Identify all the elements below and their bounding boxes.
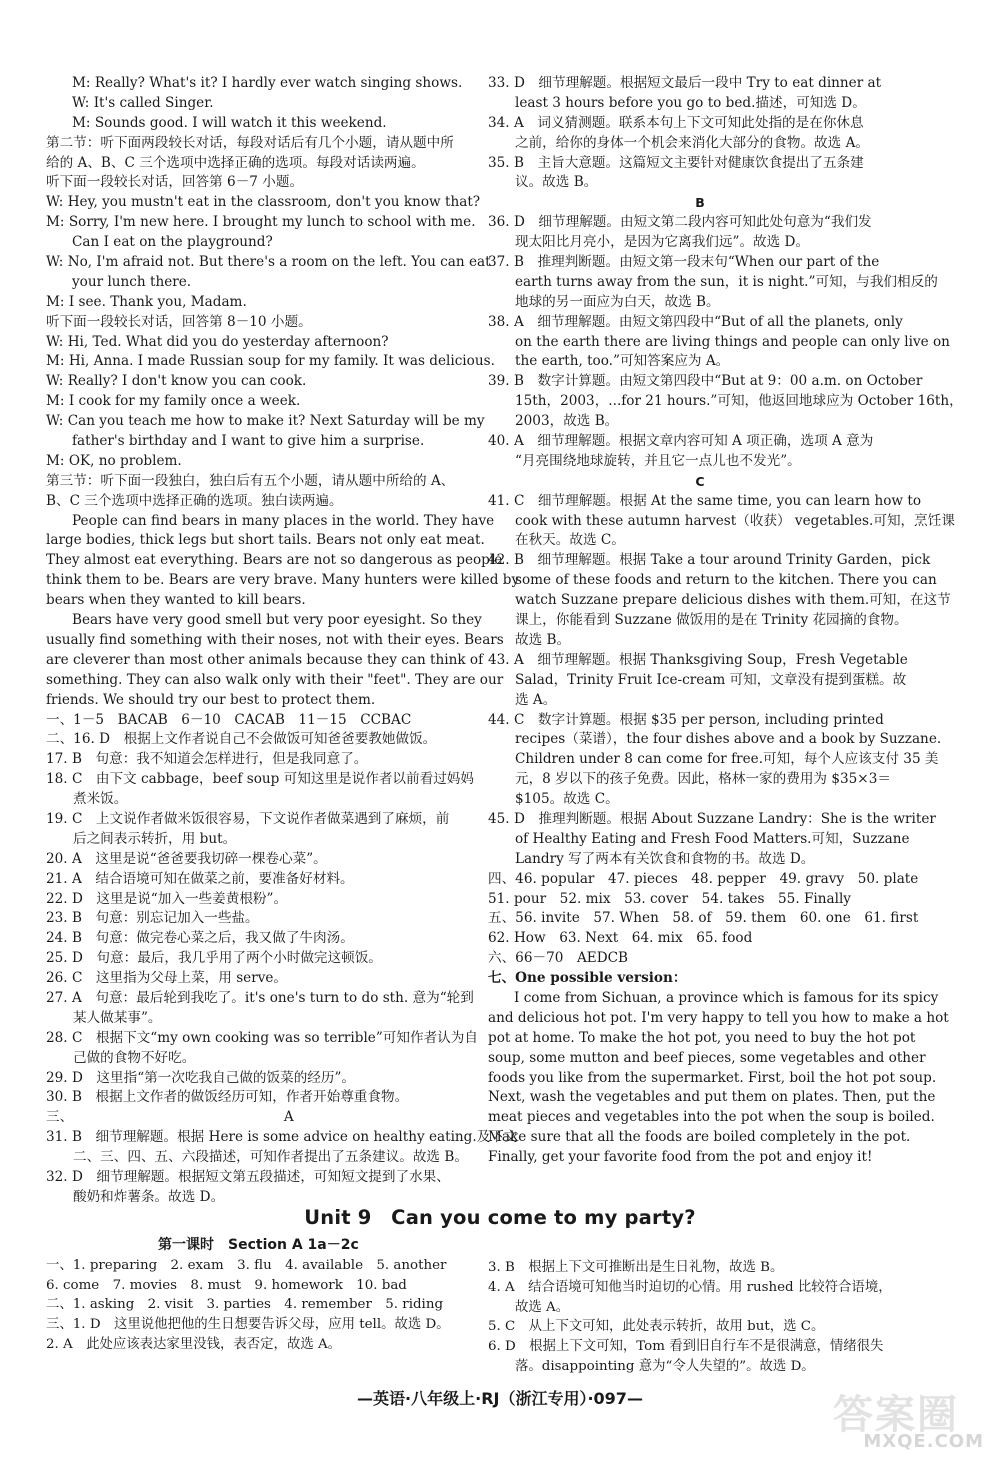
text-line: M: Hi, Anna. I made Russian soup for my family. It was delicious. bbox=[46, 353, 495, 370]
lesson-title: 第一课时 Section A 1a－2c bbox=[158, 1237, 359, 1253]
text-line: and delicious hot pot. I'm very happy to tell you how to make a hot bbox=[488, 1009, 949, 1026]
text-line: 三、1. D 这里说他把他的生日想要告诉父母，应用 tell。故选 D。 bbox=[46, 1317, 450, 1333]
text-line: B bbox=[695, 195, 705, 211]
text-line: large bodies, thick legs but short tails. Bears not only eat meat. bbox=[46, 532, 485, 549]
text-line: 26. C 这里指为父母上菜，用 serve。 bbox=[46, 970, 288, 987]
text-line: W: Hi, Ted. What did you do yesterday afternoon? bbox=[46, 333, 389, 350]
text-line: 43. A 细节理解题。根据 Thanksgiving Soup，Fresh Vegetable bbox=[488, 651, 908, 668]
text-line: M: Really? What's it? I hardly ever watch singing shows. bbox=[72, 75, 463, 91]
text-line: 听下面一段较长对话，回答第 8－10 小题。 bbox=[46, 313, 312, 330]
text-line: Bears have very good smell but very poor eyesight. So they bbox=[72, 612, 482, 629]
text-line: 37. B 推理判断题。由短文第一段末句“When our part of the bbox=[488, 254, 880, 271]
text-line: 41. C 细节理解题。根据 At the same time, you can learn how to bbox=[488, 492, 922, 509]
text-line: 给的 A、B、C 三个选项中选择正确的选项。每段对话读两遍。 bbox=[46, 154, 425, 171]
text-line: 62. How 63. Next 64. mix 65. food bbox=[488, 930, 753, 947]
text-line: Salad，Trinity Fruit Ice-cream 可知，文章没有提到蛋糕。故 bbox=[515, 671, 907, 688]
text-line: 某人做某事”。 bbox=[73, 1009, 162, 1026]
text-line: 之前，给你的身体一个机会来消化大部分的食物。故选 A。 bbox=[515, 134, 869, 151]
text-line: 一、1－5 BACAB 6－10 CACAB 11－15 CCBAC bbox=[46, 711, 412, 728]
text-line: 酸奶和炸薯条。故选 D。 bbox=[73, 1188, 225, 1205]
text-line: 选 A。 bbox=[515, 691, 557, 708]
text-line: 二、三、四、五、六段描述，可知作者提出了五条建议。故选 B。 bbox=[73, 1149, 468, 1166]
text-line: 落。disappointing 意为“令人失望的”。故选 D。 bbox=[515, 1358, 815, 1374]
text-line: 己做的食物不好吃。 bbox=[73, 1049, 196, 1066]
text-line: 一、1. preparing 2. exam 3. flu 4. available 5. another bbox=[46, 1257, 447, 1273]
text-line: friends. We should try our best to protect them. bbox=[46, 691, 376, 708]
text-line: on the earth there are living things and people can only live on bbox=[515, 333, 950, 350]
text-line: 20. A 这里是说“爸爸要我切碎一棵卷心菜”。 bbox=[46, 850, 327, 867]
text-line: think them to be. Bears are very brave. Many hunters were killed by bbox=[46, 572, 520, 589]
text-line: They almost eat everything. Bears are not so dangerous as people bbox=[46, 552, 503, 569]
text-line: 六、66－70 AEDCB bbox=[488, 950, 628, 967]
text-line: 27. A 句意：最后轮到我吃了。it's one's turn to do sth. 意为“轮到 bbox=[46, 989, 474, 1006]
watermark-text: 答案圈 bbox=[833, 1392, 959, 1438]
text-line: 19. C 上文说作者做米饭很容易，下文说作者做菜遇到了麻烦，前 bbox=[46, 810, 450, 827]
text-line: 现太阳比月亮小，是因为它离我们远”。故选 D。 bbox=[515, 234, 810, 251]
text-line: W: Really? I don't know you can cook. bbox=[46, 373, 307, 390]
text-line: 21. A 结合语境可知在做菜之前，要准备好材料。 bbox=[46, 870, 354, 887]
text-line: pot at home. To make the hot pot, you need to buy the hot pot bbox=[488, 1029, 916, 1046]
text-line: W: No, I'm afraid not. But there's a room on the left. You can eat bbox=[46, 254, 491, 271]
text-line: 51. pour 52. mix 53. cover 54. takes 55. Finally bbox=[488, 890, 851, 907]
text-line: 17. B 句意：我不知道会怎样进行，但是我同意了。 bbox=[46, 751, 368, 768]
text-line: Make sure that all the foods are boiled completely in the pot. bbox=[488, 1129, 911, 1146]
text-line: 3. B 根据上下文可推断出是生日礼物，故选 B。 bbox=[488, 1260, 784, 1275]
text-line: 33. D 细节理解题。根据短文最后一段中 Try to eat dinner at bbox=[488, 75, 882, 91]
text-line: 元，8 岁以下的孩子免费。因此，格林一家的费用为 $35×3＝ bbox=[515, 771, 891, 788]
text-line: the earth, too.”可知答案应为 A。 bbox=[515, 353, 730, 370]
text-line: bears when they wanted to kill bears. bbox=[46, 592, 306, 609]
text-line: 五、56. invite 57. When 58. of 59. them 60. one 61. first bbox=[488, 910, 919, 927]
text-line: Can I eat on the playground? bbox=[72, 234, 273, 251]
text-line: 煮米饭。 bbox=[73, 791, 128, 808]
text-line: M: I cook for my family once a week. bbox=[46, 393, 301, 410]
bottom-right-column bbox=[488, 1258, 912, 1377]
right-column bbox=[488, 74, 963, 1168]
text-line: father's birthday and I want to give him a surprise. bbox=[72, 433, 425, 450]
text-line: least 3 hours before you go to bed.描述，可知选 D。 bbox=[515, 94, 866, 111]
text-line: 听下面一段较长对话，回答第 6－7 小题。 bbox=[46, 174, 304, 191]
text-line: your lunch there. bbox=[72, 273, 192, 290]
text-line: B、C 三个选项中选择正确的选项。独白读两遍。 bbox=[46, 492, 343, 509]
text-line: W: It's called Singer. bbox=[72, 94, 214, 111]
text-line: something. They can also walk only with their "feet". They are our bbox=[46, 671, 504, 688]
text-line: 七、One possible version： bbox=[488, 970, 687, 987]
text-line: 34. A 词义猜测题。联系本句上下文可知此处指的是在你休息 bbox=[488, 114, 864, 131]
text-line: “月亮围绕地球旋转，并且它一点儿也不发光”。 bbox=[515, 452, 801, 469]
text-line: Landry 写了两本有关饮食和食物的书。故选 D。 bbox=[515, 850, 815, 867]
page-footer: —英语·八年级上·RJ（浙江专用）·097— bbox=[357, 1389, 643, 1408]
text-line: Children under 8 can come for free.可知，每个人应该支付 35 美 bbox=[515, 751, 939, 768]
text-line: 四、46. popular 47. pieces 48. pepper 49. gravy 50. plate bbox=[488, 870, 919, 887]
text-line: W: Hey, you mustn't eat in the classroom, don't you know that? bbox=[46, 194, 481, 211]
text-line: 22. D 这里是说“加入一些姜黄根粉”。 bbox=[46, 890, 288, 907]
text-line: M: Sorry, I'm new here. I brought my lunch to school with me. bbox=[46, 214, 476, 231]
text-line: $105。故选 C。 bbox=[515, 791, 619, 808]
text-line: 故选 A。 bbox=[515, 1299, 570, 1315]
text-line: C bbox=[695, 473, 705, 489]
text-line: foods you like from the supermarket. First, boil the hot pot soup. bbox=[488, 1069, 937, 1086]
text-line: 45. D 推理判断题。根据 About Suzzane Landry：She is the writer bbox=[488, 810, 936, 827]
bottom-left-column bbox=[46, 1236, 468, 1355]
text-line: Next, wash the vegetables and put them on plates. Then, put the bbox=[488, 1089, 936, 1106]
text-line: 2003，故选 B。 bbox=[515, 413, 619, 430]
text-line: People can find bears in many places in the world. They have bbox=[72, 512, 495, 529]
text-line: M: OK, no problem. bbox=[46, 452, 182, 469]
text-line: usually find something with their noses, not with their eyes. Bears bbox=[46, 631, 504, 648]
text-line: 30. B 根据上文作者的做饭经历可知，作者开始尊重食物。 bbox=[46, 1089, 409, 1106]
text-line: 42. B 细节理解题。根据 Take a tour around Trinity Garden，pick bbox=[488, 552, 931, 569]
text-line: 二、1. asking 2. visit 3. parties 4. remember 5. riding bbox=[46, 1297, 444, 1313]
text-line: cook with these autumn harvest（收获） vegetables.可知，烹饪课 bbox=[515, 512, 955, 529]
text-line: W: Can you teach me how to make it? Next Saturday will be my bbox=[46, 413, 485, 430]
text-line: 故选 B。 bbox=[515, 631, 571, 648]
text-line: are cleverer than most other animals because they can think of bbox=[46, 651, 484, 668]
text-line: meat pieces and vegetables into the pot when the soup is boiled. bbox=[488, 1109, 935, 1126]
text-line: 25. D 句意：最后，我几乎用了两个小时做完这顿饭。 bbox=[46, 950, 382, 967]
text-line: 二、16. D 根据上文作者说自己不会做饭可知爸爸要教她做饭。 bbox=[46, 731, 437, 748]
text-line: 2. A 此处应该表达家里没钱，表否定，故选 A。 bbox=[46, 1336, 342, 1352]
text-line: earth turns away from the sun，it is night.”可知，与我们相反的 bbox=[515, 273, 938, 290]
text-line: 议。故选 B。 bbox=[515, 174, 598, 191]
text-line: of Healthy Eating and Fresh Food Matters.可知，Suzzane bbox=[515, 830, 910, 847]
unit-title: Unit 9 Can you come to my party? bbox=[304, 1206, 696, 1229]
text-line: recipes（菜谱），the four dishes above and a book by Suzzane. bbox=[515, 731, 942, 748]
text-line: 23. B 句意：别忘记加入一些盐。 bbox=[46, 910, 259, 927]
text-line: 38. A 细节理解题。由短文第四段中“But of all the planets, only bbox=[488, 313, 903, 330]
text-line: 44. C 数字计算题。根据 $35 per person, including printed bbox=[488, 711, 884, 728]
text-line: 地球的另一面应为白天，故选 B。 bbox=[515, 293, 720, 310]
text-line: watch Suzzane prepare delicious dishes with them.可知，在这节 bbox=[515, 592, 951, 609]
text-line: 24. B 句意：做完卷心菜之后，我又做了牛肉汤。 bbox=[46, 930, 354, 947]
watermark-logo bbox=[808, 1383, 984, 1455]
text-line: 第二节：听下面两段较长对话，每段对话后有几个小题，请从题中所 bbox=[46, 134, 454, 151]
text-line: 第三节：听下面一段独白，独白后有五个小题，请从题中所给的 A、 bbox=[46, 472, 455, 489]
text-line: soup, some mutton and beef pieces, some vegetables and other bbox=[488, 1049, 926, 1066]
text-line: 5. C 从上下文可知，此处表示转折，故用 but，选 C。 bbox=[488, 1319, 825, 1335]
text-line: 三、 A bbox=[46, 1109, 294, 1126]
text-line: 39. B 数字计算题。由短文第四段中“But at 9：00 a.m. on October bbox=[488, 373, 923, 390]
text-line: Finally, get your favorite food from the pot and enjoy it! bbox=[488, 1149, 873, 1166]
text-line: 在秋天。故选 C。 bbox=[515, 532, 625, 549]
text-line: 40. A 细节理解题。根据文章内容可知 A 项正确，选项 A 意为 bbox=[488, 433, 874, 450]
text-line: M: I see. Thank you, Madam. bbox=[46, 293, 247, 310]
text-line: 31. B 细节理解题。根据 Here is some advice on healthy eating.及下文 bbox=[46, 1129, 518, 1146]
text-line: 6. D 根据上下文可知，Tom 看到旧自行车不是很满意，情绪很失 bbox=[488, 1339, 884, 1355]
text-line: 4. A 结合语境可知他当时迫切的心情。用 rushed 比较符合语境， bbox=[488, 1279, 892, 1295]
text-line: some of these foods and return to the kitchen. There you can bbox=[515, 572, 937, 589]
text-line: 课上，你能看到 Suzzane 做饭用的是在 Trinity 花园摘的食物。 bbox=[515, 612, 908, 629]
watermark-url: MXQE.COM bbox=[863, 1431, 984, 1452]
left-column bbox=[46, 74, 520, 1208]
text-line: M: Sounds good. I will watch it this weekend. bbox=[72, 114, 387, 131]
text-line: 28. C 根据下文“my own cooking was so terrible”可知作者认为自 bbox=[46, 1029, 478, 1046]
text-line: 后之间表示转折，用 but。 bbox=[73, 830, 237, 847]
text-line: 6. come 7. movies 8. must 9. homework 10. bad bbox=[46, 1277, 407, 1293]
text-line: 15th，2003，...for 21 hours.”可知，他返回地球应为 October 16th， bbox=[515, 393, 963, 410]
text-line: I come from Sichuan, a province which is famous for its spicy bbox=[514, 989, 939, 1006]
text-line: 32. D 细节理解题。根据短文第五段描述，可知短文提到了水果、 bbox=[46, 1168, 450, 1185]
text-line: 36. D 细节理解题。由短文第二段内容可知此处句意为“我们发 bbox=[488, 214, 872, 231]
text-line: 35. B 主旨大意题。这篇短文主要针对健康饮食提出了五条建 bbox=[488, 154, 864, 171]
text-line: 29. D 这里指“第一次吃我自己做的饭菜的经历”。 bbox=[46, 1069, 356, 1086]
text-line: 18. C 由下文 cabbage，beef soup 可知这里是说作者以前看过妈妈 bbox=[46, 771, 474, 788]
